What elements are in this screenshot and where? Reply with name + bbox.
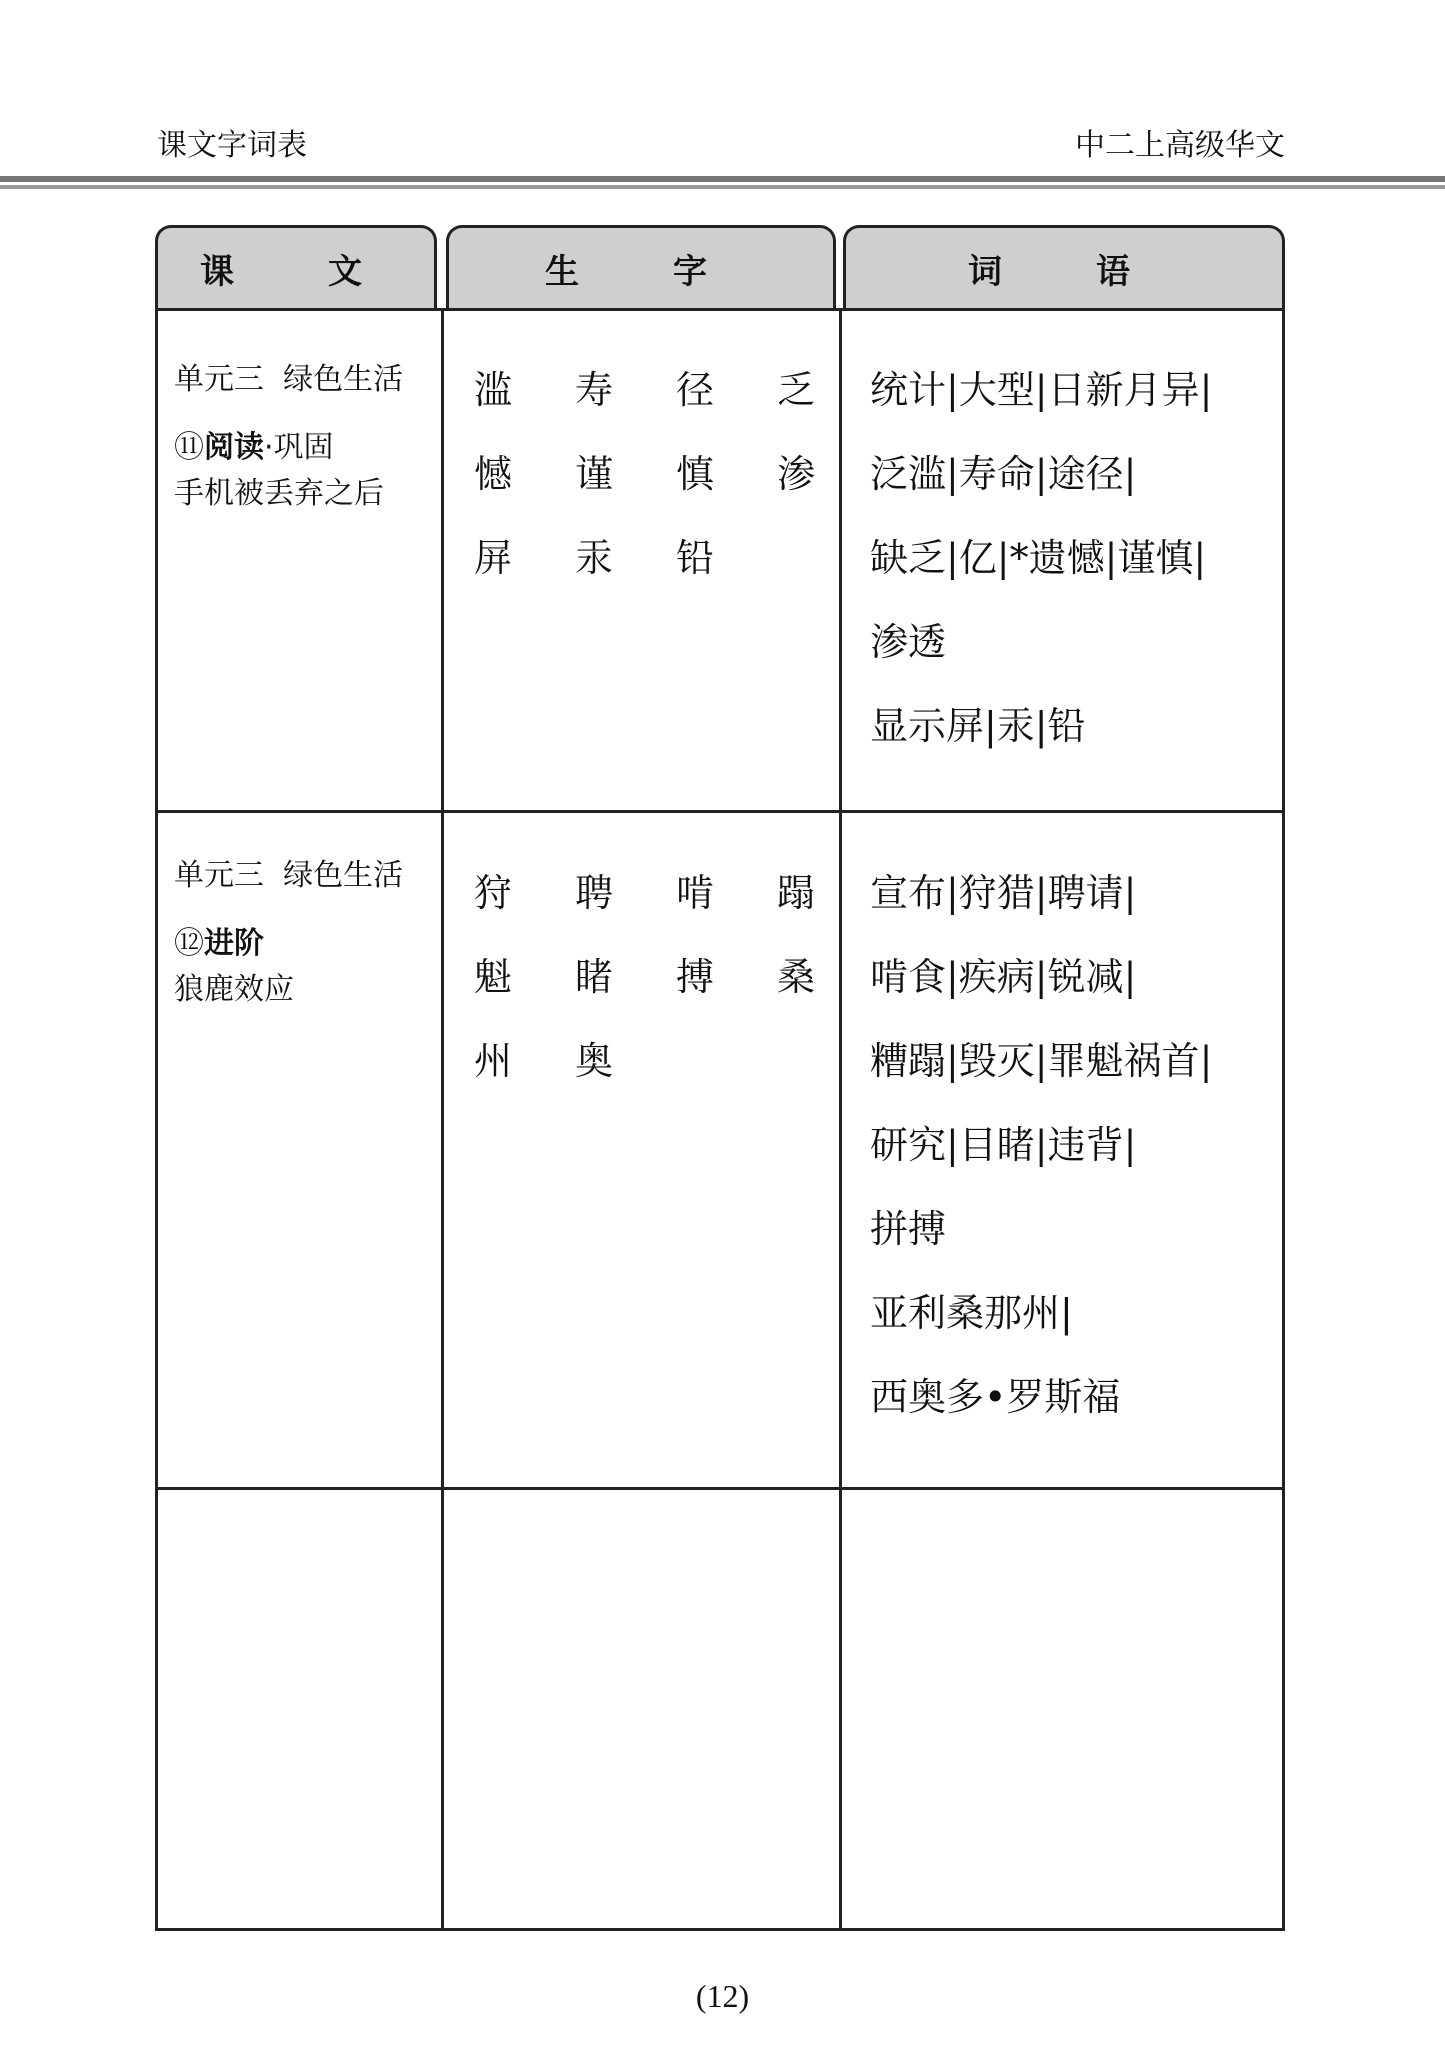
table-row-1-characters xyxy=(474,348,878,600)
word-line: 宣布|狩猎|聘请| xyxy=(870,871,1137,915)
row-divider xyxy=(158,810,1282,813)
character-item: 滥 xyxy=(474,368,513,412)
header-section-title: 课文字词表 xyxy=(157,128,307,163)
word-line: 亚利桑那州| xyxy=(870,1291,1073,1335)
column-divider xyxy=(441,311,444,1928)
character-item: 奥 xyxy=(575,1039,614,1083)
word-line: 缺乏|亿|*遗憾|谨慎| xyxy=(870,536,1207,580)
character-item: 蹋 xyxy=(777,871,816,915)
word-line: 统计|大型|日新月异| xyxy=(870,368,1213,412)
character-item: 慎 xyxy=(676,452,715,496)
character-item: 谨 xyxy=(575,452,614,496)
character-item: 渗 xyxy=(777,452,816,496)
character-item: 桑 xyxy=(777,955,816,999)
lesson-number: ⑪ xyxy=(174,430,204,465)
character-item: 搏 xyxy=(676,955,715,999)
column-header-words: 词 语 xyxy=(843,225,1285,309)
character-item: 狩 xyxy=(474,871,513,915)
word-line: 泛滥|寿命|途径| xyxy=(870,452,1137,496)
page-number: (12) xyxy=(695,1978,750,2014)
character-item: 睹 xyxy=(575,955,614,999)
lesson-subtype: ·巩固 xyxy=(264,430,334,465)
header-rule-secondary xyxy=(0,185,1445,189)
header-rule xyxy=(0,176,1445,182)
character-item: 州 xyxy=(474,1039,513,1083)
word-line: 研究|目睹|违背| xyxy=(870,1123,1137,1167)
character-item: 聘 xyxy=(575,871,614,915)
character-item: 径 xyxy=(676,368,715,412)
table-row-1-lesson xyxy=(174,357,403,517)
lesson-title: 手机被丢弃之后 xyxy=(174,476,384,511)
table-row-2-words xyxy=(870,851,1212,1439)
table-row-2-characters xyxy=(474,851,878,1103)
unit-label: 单元三 绿色生活 xyxy=(174,362,404,397)
word-line: 糟蹋|毁灭|罪魁祸首| xyxy=(870,1039,1213,1083)
character-item: 乏 xyxy=(777,368,816,412)
character-item: 寿 xyxy=(575,368,614,412)
lesson-type: 阅读 xyxy=(204,430,264,465)
lesson-number: ⑫ xyxy=(174,926,204,961)
word-line: 拼搏 xyxy=(870,1207,947,1251)
character-item: 汞 xyxy=(575,536,614,580)
word-line: 西奥多•罗斯福 xyxy=(870,1375,1121,1419)
header-book-title: 中二上高级华文 xyxy=(1075,128,1285,163)
table-row-1-words xyxy=(870,348,1212,768)
vocabulary-table xyxy=(155,308,1285,1931)
character-item: 铅 xyxy=(676,536,715,580)
character-item: 魁 xyxy=(474,955,513,999)
row-divider xyxy=(158,1487,1282,1490)
column-header-characters: 生 字 xyxy=(446,225,836,309)
word-line: 显示屏|汞|铅 xyxy=(870,704,1086,748)
character-item: 憾 xyxy=(474,452,513,496)
character-item: 啃 xyxy=(676,871,715,915)
character-item: 屏 xyxy=(474,536,513,580)
column-header-lesson: 课 文 xyxy=(155,225,437,309)
lesson-type: 进阶 xyxy=(204,926,264,961)
lesson-title: 狼鹿效应 xyxy=(174,972,294,1007)
unit-label: 单元三 绿色生活 xyxy=(174,858,404,893)
table-row-2-lesson xyxy=(174,853,403,1013)
word-line: 渗透 xyxy=(870,620,947,664)
word-line: 啃食|疾病|锐减| xyxy=(870,955,1137,999)
